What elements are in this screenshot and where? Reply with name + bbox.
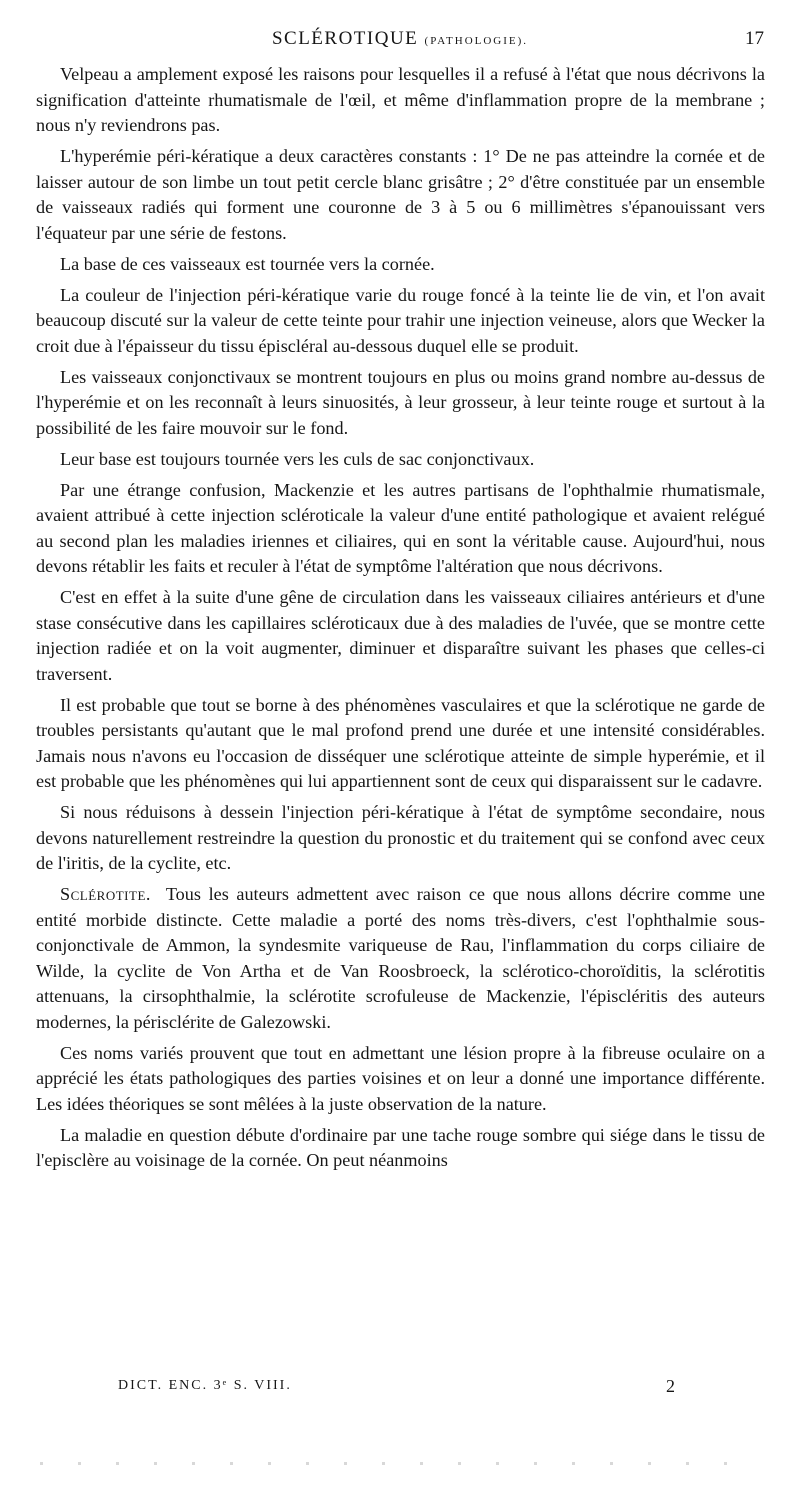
header-subtitle: (PATHOLOGIE). xyxy=(424,35,529,47)
sclerotite-paragraph xyxy=(36,882,765,1035)
paragraph: La maladie en question débute d'ordinaire par une tache rouge sombre qui siége dans le tissu de l'episclère au voisinage de la cornée. On peut néanmoins xyxy=(36,1124,765,1170)
sheet-number: 2 xyxy=(666,1376,675,1396)
paragraph: L'hyperémie péri-kératique a deux caractères constants : 1° De ne pas atteindre la cornée et de laisser autour de son limbe un tout petit cercle blanc grisâtre ; 2° d'être constituée par un ensemble de vaisseaux radiés qui forment une couronne de 3 à 5 ou 6 millimètres s'épanouissant vers l'équateur par une série de festons. xyxy=(36,146,765,243)
paragraph: Leur base est toujours tournée vers les culs de sac conjonctivaux. xyxy=(60,448,535,469)
paragraph: Par une étrange confusion, Mackenzie et les autres partisans de l'ophthalmie rhumatismale, avaient attribué à cette injection scléroticale la valeur d'une entité pathologique et avaient relégué au second plan les maladies iriennes et ciliaires, qui en sont la véritable cause. Aujourd'hui, nous devons rétablir les faits et reculer à l'état de symptôme l'altération que nous décrivons. xyxy=(36,479,765,576)
sclerotite-text: Tous les auteurs admettent avec raison ce que nous allons décrire comme une entité morbide distincte. Cette maladie a porté des noms très-divers, c'est l'ophthalmie sous-conjonctivale de Ammon, la syndesmite variqueuse de Rau, l'inflammation du corps ciliaire de Wilde, la cyclite de Von Artha et de Van Roosbroeck, la sclérotico-choroïditis, la sclérotitis attenuans, la cirsophthalmie, la sclérotite scrofuleuse de Mackenzie, l'épiscléritis des auteurs modernes, la périsclérite de Galezowski. xyxy=(36,884,765,1032)
paragraph: Si nous réduisons à dessein l'injection péri-kératique à l'état de symptôme secondaire, nous devons naturellement restreindre la question du pronostic et du traitement qui se confond avec ceux de l'iritis, de la cyclite, etc. xyxy=(36,802,765,873)
paragraph: C'est en effet à la suite d'une gêne de circulation dans les vaisseaux ciliaires antérieurs et d'une stase consécutive dans les capillaires scléroticaux due à des maladies de l'uvée, que se montre cette injection radiée et on la voit augmenter, diminuer et disparaître suivant les phases que celles-ci traversent. xyxy=(36,587,765,684)
running-head xyxy=(0,28,800,56)
paragraph: Les vaisseaux conjonctivaux se montrent toujours en plus ou moins grand nombre au-dessus de l'hyperémie et on les reconnaît à leurs sinuosités, à leur grosseur, à leur teinte rouge et surtout à la possibilité de les faire mouvoir sur le fond. xyxy=(36,366,765,438)
paragraph: Ces noms variés prouvent que tout en admettant une lésion propre à la fibreuse oculaire on a apprécié les états pathologiques des parties voisines et on leur a donné une importance différente. Les idées théoriques se sont mêlées à la juste observation de la nature. xyxy=(36,1042,765,1114)
scan-edge-noise xyxy=(40,1462,760,1465)
body-text xyxy=(36,62,765,1179)
paragraph: Velpeau a amplement exposé les raisons pour lesquelles il a refusé à l'état que nous décrivons la signification d'atteinte rhumatismale de l'œil, et même d'inflammation propre de la membrane ; nous n'y reviendrons pas. xyxy=(36,64,765,135)
header-title: SCLÉROTIQUE xyxy=(271,28,419,49)
paragraph: La couleur de l'injection péri-kératique varie du rouge foncé à la teinte lie de vin, et l'on avait beaucoup discuté sur la valeur de cette teinte pour trahir une injection veineuse, alors que Wecker la croit due à l'épaisseur du tissu épiscléral au-dessous duquel elle se produit. xyxy=(36,284,765,356)
paragraph: La base de ces vaisseaux est tournée vers la cornée. xyxy=(60,253,435,274)
printer-signature: DICT. ENC. 3ᵉ S. VIII. xyxy=(118,1378,292,1393)
paragraph: Il est probable que tout se borne à des phénomènes vasculaires et que la sclérotique ne garde de troubles persistants qu'autant que le mal profond prend une durée et une intensité considérables. Jamais nous n'avons eu l'occasion de disséquer une sclérotique atteinte de simple hyperémie, et il est probable que les phénomènes qui lui appartiennent sont de ceux qui disparaissent sur le cadavre. xyxy=(36,694,765,791)
section-term: Sclérotite. xyxy=(60,884,151,904)
page-number: 17 xyxy=(745,28,764,49)
running-title xyxy=(0,28,800,50)
